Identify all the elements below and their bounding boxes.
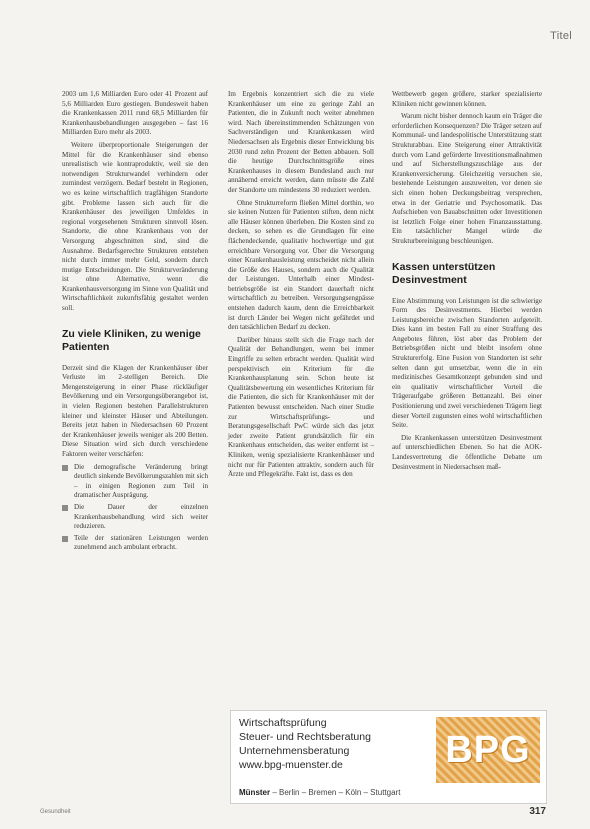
paragraph: Warum nicht bisher dennoch kaum ein Träger die erforderlichen Konsequenzen? Die Träger setzen auf Kommunal- und landespolitische Unterstützung statt Strukturabbau. Eine Steigerung einer Attraktivität durch vom Land geförderte Investitionsmaßnahmen und auf Sicherstellungszuschläge aus der Krankenversicherung. Gleichzeitig versuchen sie, bestehende Leistungen auszuweiten, vor denen sie sich einen hohen Deckungsbeitrag versprechen, etwa in der Geriatrie und Psychosomatik. Das Aufschieben von Bauabschnitten oder Investitionen ist letztlich Folge einer hohen Finanzausstattung. Ein tatsächlicher Mangel würde die Strukturbereinigung beschleunigen. xyxy=(392,112,542,245)
paragraph: Darüber hinaus stellt sich die Frage nach der Qualität der Behandlungen, wenn bei immer Eingriffe zu selten erbracht werden. Qualität wird perspektivisch ein Kriterium für die Krankenhausplanung sein. Schon heute ist Qualitätsbewertung ein wesentliches Kriterium für die Patienten, die sich für Krankenhäuser mit der Patienten bewusst entscheiden. Nach einer Studie zur Wirtschaftsprüfungs- und Beratungsgesellschaft PwC würde sich das jetzt jeder zweite Patient grundsätzlich für ein Krankenhaus entscheiden, das weiter entfernt ist – Kliniken, wenig spezialisierte Krankenhäuser und nicht nur für Patienten attraktiv, sondern auch für Ärzte und Pflegekräfte. Fakt ist, dass es den xyxy=(228,335,374,479)
ad-service-line: Unternehmensberatung xyxy=(239,745,350,757)
paragraph: 2003 um 1,6 Milliarden Euro oder 41 Prozent auf 5,6 Milliarden Euro gestiegen. Bundesweit haben die Krankenkassen 2011 rund 68,5 Milliarden für Krankenhausbehandlungen ausgegeben – fast 16 Milliarden Euro mehr als 2003. xyxy=(62,90,208,137)
section-heading: Kassen unterstützen Desinvestment xyxy=(392,260,496,286)
bullet-list xyxy=(62,463,208,553)
bpg-logo: BPG xyxy=(436,717,540,783)
list-item: Die demografische Veränderung bringt deutlich sinkende Bevölkerungszahlen mit sich – in einigen Regionen zum Teil in dramatischer Ausprägung. xyxy=(62,463,208,501)
ad-service-line: Steuer- und Rechtsberatung xyxy=(239,731,371,743)
bullet-square-icon xyxy=(62,465,68,471)
list-item: Die Dauer der einzelnen Krankenhausbehandlung wird sich weiter reduzieren. xyxy=(62,503,208,532)
section-label: Titel xyxy=(550,30,572,42)
paragraph: Wettbewerb gegen größere, starker spezialisierte Kliniken nicht gewinnen können. xyxy=(392,90,542,108)
footer-publication: Gesundheit xyxy=(40,809,71,815)
paragraph: Im Ergebnis konzentriert sich die zu viele Krankenhäuser um eine zu geringe Zahl an Patienten, die in Zukunft noch weiter abnehmen wird. Nach übereinstimmenden Schätzungen von Sachverständigen und Krankenkassen wird Niedersachsen als Ergebnis dieser Entwicklung bis 2030 rund zehn Prozent der Betten abbauen. Soll die heutige Durchschnittsgröße eines Krankenhauses in diesem Bundesland auch nur annähernd erreicht werden, dann müsste die Zahl der Standorte um mindestens 30 reduziert werden. xyxy=(228,90,374,194)
ad-website-link[interactable]: www.bpg-muenster.de xyxy=(239,759,343,771)
advertisement-box[interactable] xyxy=(230,710,547,804)
paragraph: Eine Abstimmung von Leistungen ist die schwierige Form des Desinvestments. Hierbei werden Leistungsbereiche zwischen Standorten aufgeteilt. Dies kann im besten Fall zu einer Straffung des Angebotes führen, löst aber das Problem der Betriebsgrößen nicht und bleibt insofern ohne Strukturerfolg. Eine Fusion von Standorten ist sehr selten dann gut umsetzbar, wenn die in ein medizinisches Gesamtkonzept gebunden sind und ein qualitativ wirtschaftlicher Vorteil die Trägeraufgabe größeren Bettanzahl. Bei einer Positionierung und zwei verschiedenen Trägern liegt dieser Vorteil zugunsten eines wohl wirtschaftlichen Seite. xyxy=(392,296,542,430)
section-heading: Zu viele Kliniken, zu wenige Patienten xyxy=(62,327,201,353)
page-number: 317 xyxy=(529,806,546,817)
ad-locations: Münster – Berlin – Bremen – Köln – Stuttgart xyxy=(239,788,401,797)
paragraph: Derzeit sind die Klagen der Krankenhäuser über Verluste im 2-stelligen Bereich. Die Mengensteigerung in einer Phase rückläufiger Bevölkerung und ein Versorgungsüberangebot ist, in vielen Regionen bestehen Parallelstrukturen kleiner und kleinster Häuser und Abteilungen. Bereits jetzt haben in Niedersachsen 60 Prozent der Krankenhäuser jeweils weniger als 200 Betten. Diese Situation wird sich durch verschiedene Faktoren weiter verschärfen: xyxy=(62,363,208,458)
bullet-square-icon xyxy=(62,536,68,542)
list-item: Teile der stationären Leistungen werden zunehmend auch ambulant erbracht. xyxy=(62,534,208,553)
column-1 xyxy=(62,90,208,555)
paragraph: Ohne Strukturreform fließen Mittel dorthin, wo sie keinen Nutzen für Patienten stiften, denn nicht alle Häuser können überleben. Die Kosten sind zu decken, so sehen es die Grundlagen für eine flächendeckende, qualitativ hochwertige und gut erreichbare Versorgung vor. Über die Versorgung einer Krankenhausleistung entscheidet nicht allein die Größe des Hauses, sondern auch die Qualität der Leistungen. Unterhalb einer Mindest-betriebsgröße ist ein Standort dauerhaft nicht wirtschaftlich zu betreiben. Versorgungsengpässe entstehen dadurch kaum, denn die Erreichbarkeit ist durch Länder bei Wegen nicht gefährdet und den tatsächlichen Bedarf zu decken. xyxy=(228,198,374,332)
ad-service-line: Wirtschaftsprüfung xyxy=(239,717,327,729)
column-3 xyxy=(392,90,542,475)
paragraph: Weitere überproportionale Steigerungen der Mittel für die Krankenhäuser sind ebenso unrealistisch wie kontraproduktiv, weil sie den notwendigen Strukturwandel verhindern oder zumindest verzögern. Bedarf besteht in Regionen, wo es keine wirtschaftlich tragfähigen Standorte gibt. Probleme lassen sich auch für die Krankenhäuser des jeweiligen Umfeldes in regional vorgesehenen Strukturen sinnvoll lösen. Standorte, die ohne Krankenhaus von der Versorgung abgeschnitten sind, sind die Ausnahme. Bedarfsgerechte Strukturen entstehen nicht durch immer mehr Geld, sondern durch mutige Entscheidungen. Die Strukturveränderung ist ohne Alternative, wenn die Krankenhausversorgung im Sinne von Qualität und Wirtschaftlichkeit zukunftsfähig gestaltet werden soll. xyxy=(62,140,208,313)
paragraph: Die Krankenkassen unterstützen Desinvestment auf unterschiedlichen Ebenen. So hat die AOK-Landesvertretung die öffentliche Debatte um Desinvestment in Niedersachsen maß- xyxy=(392,433,542,471)
column-2 xyxy=(228,90,374,483)
bullet-square-icon xyxy=(62,505,68,511)
